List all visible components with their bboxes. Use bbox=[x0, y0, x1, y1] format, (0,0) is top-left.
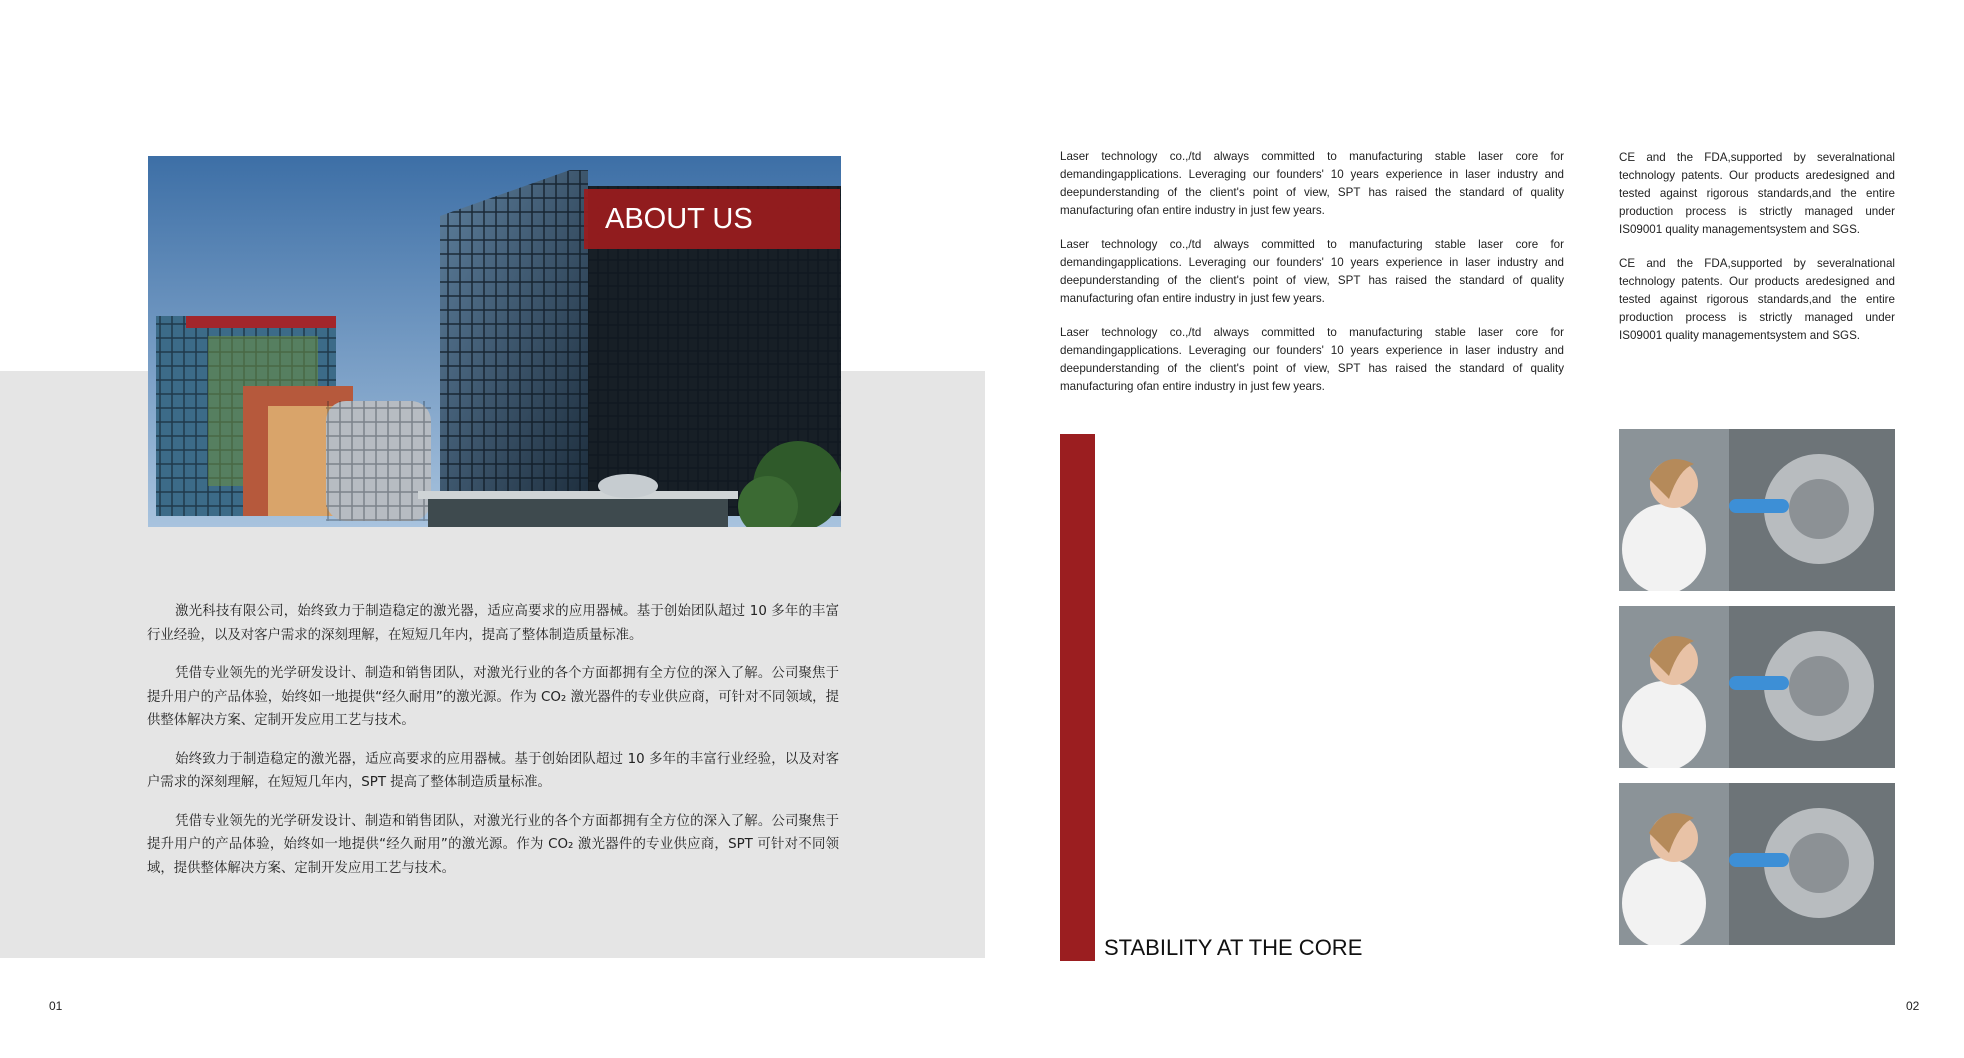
cn-paragraph-4: 凭借专业领先的光学研发设计、制造和销售团队，对激光行业的各个方面都拥有全方位的深入了解。公司聚焦于提升用户的产品体验，始终如一地提供“经久耐用”的激光源。作为 CO₂ 激光器件的专业供应商，SPT 可针对不同领域，提供整体解决方案、定制开发应用工艺与技术。 bbox=[147, 813, 839, 876]
section-title: STABILITY AT THE CORE bbox=[1104, 935, 1363, 960]
en-paragraph-3: Laser technology co.,/td always committed to manufacturing stable laser core for demandingapplications. Leveraging our founders' 10 years experience in laser industry and deepunderstanding of the client's point of view, SPT has raised the standard of quality manufacturing ofan entire industry in just few years. bbox=[1060, 326, 1564, 393]
lab-photo bbox=[1619, 606, 1895, 768]
cn-paragraph-1: 激光科技有限公司，始终致力于制造稳定的激光器，适应高要求的应用器械。基于创始团队超过 10 多年的丰富行业经验，以及对客户需求的深刻理解，在短短几年内，提高了整体制造质量标准。 bbox=[147, 604, 839, 643]
lab-photo bbox=[1619, 429, 1895, 591]
cn-paragraph-3: 始终致力于制造稳定的激光器，适应高要求的应用器械。基于创始团队超过 10 多年的丰富行业经验，以及对客户需求的深刻理解，在短短几年内，SPT 提高了整体制造质量标准。 bbox=[147, 751, 839, 790]
en-right-paragraph-2: CE and the FDA,supported by severalnational technology patents. Our products aredesigned and tested against rigorous standards,and the entire production process is strictly managed under IS09001 quality managementsystem and SGS. bbox=[1619, 257, 1895, 342]
red-accent-bar bbox=[1060, 434, 1095, 961]
en-right-paragraph-1: CE and the FDA,supported by severalnational technology patents. Our products aredesigned and tested against rigorous standards,and the entire production process is strictly managed under IS09001 quality managementsystem and SGS. bbox=[1619, 151, 1895, 236]
page-number-left: 01 bbox=[49, 999, 63, 1013]
english-text-column-right bbox=[1619, 149, 1895, 361]
english-text-column-left bbox=[1060, 148, 1564, 412]
en-paragraph-2: Laser technology co.,/td always committed to manufacturing stable laser core for demandingapplications. Leveraging our founders' 10 years experience in laser industry and deepunderstanding of the client's point of view, SPT has raised the standard of quality manufacturing ofan entire industry in just few years. bbox=[1060, 238, 1564, 305]
chinese-intro-text bbox=[147, 600, 839, 895]
about-us-banner: ABOUT US bbox=[584, 189, 840, 249]
cn-paragraph-2: 凭借专业领先的光学研发设计、制造和销售团队，对激光行业的各个方面都拥有全方位的深入了解。公司聚焦于提升用户的产品体验，始终如一地提供“经久耐用”的激光源。作为 CO₂ 激光器件的专业供应商，可针对不同领域，提供整体解决方案、定制开发应用工艺与技术。 bbox=[147, 666, 839, 728]
lab-photo bbox=[1619, 783, 1895, 945]
en-paragraph-1: Laser technology co.,/td always committed to manufacturing stable laser core for demandingapplications. Leveraging our founders' 10 years experience in laser industry and deepunderstanding of the client's point of view, SPT has raised the standard of quality manufacturing ofan entire industry in just few years. bbox=[1060, 150, 1564, 217]
page-number-right: 02 bbox=[1906, 999, 1920, 1013]
